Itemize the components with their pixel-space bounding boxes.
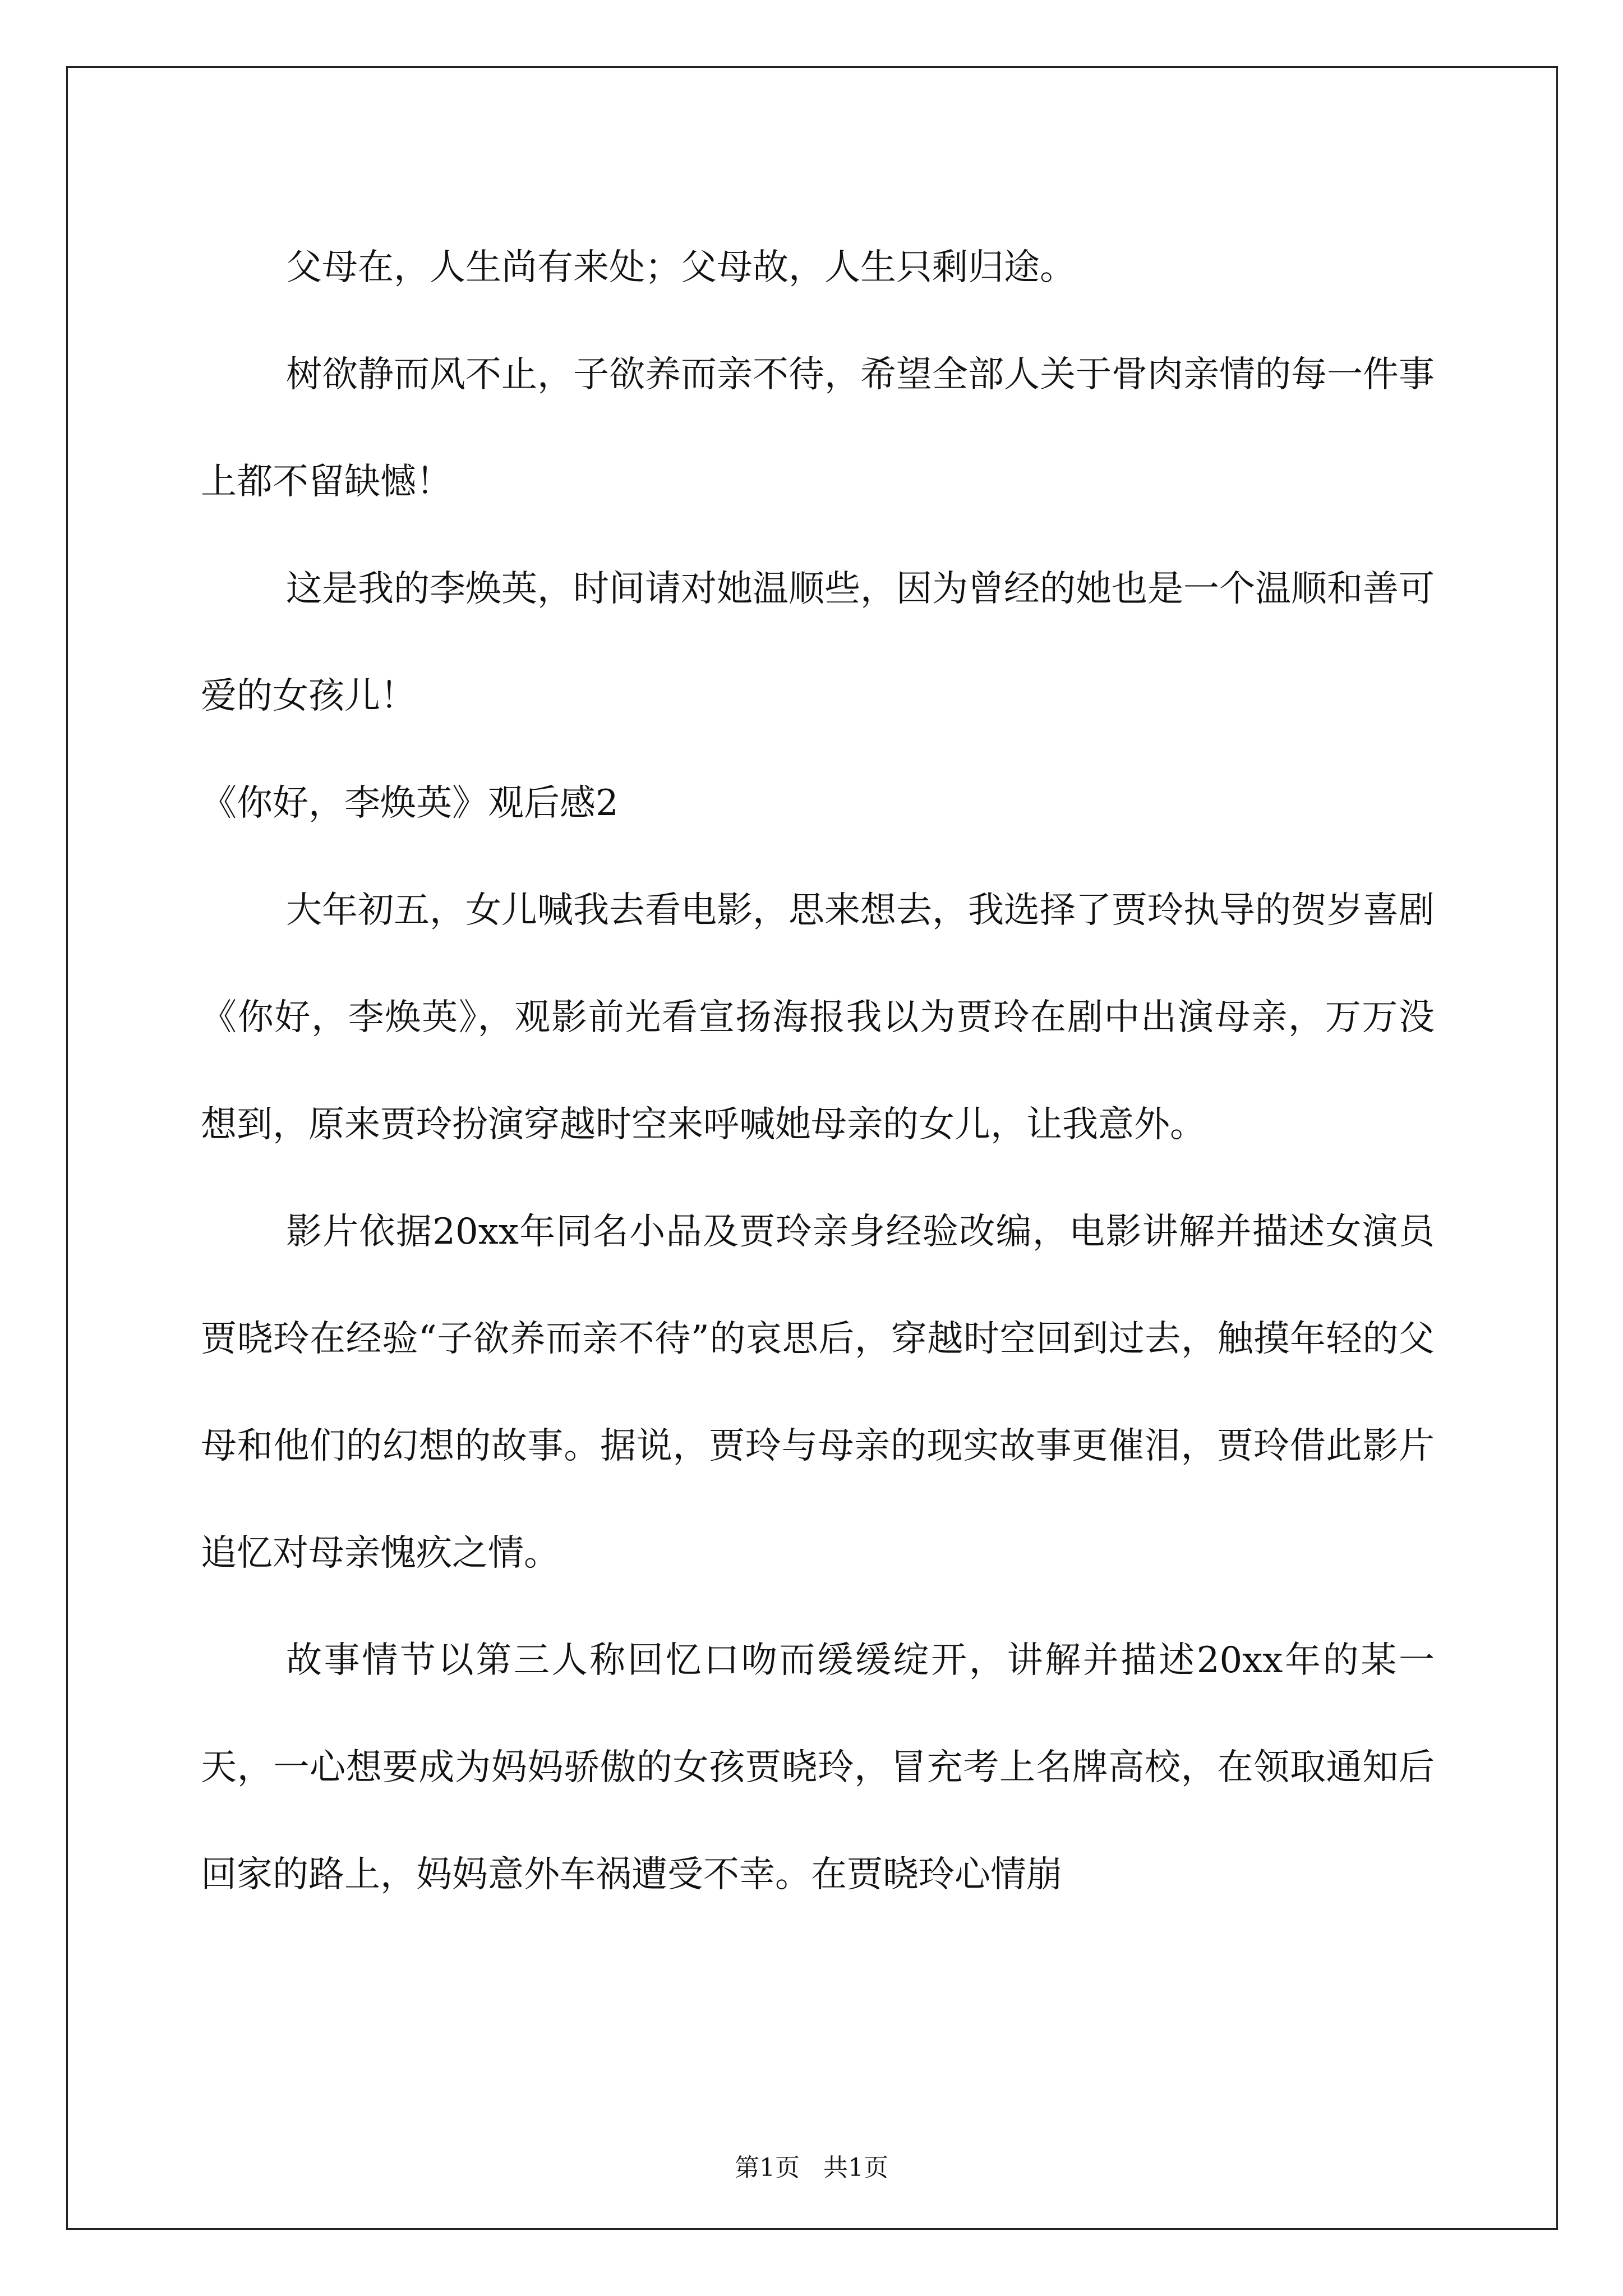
paragraph-3: 这是我的李焕英，时间请对她温顺些，因为曾经的她也是一个温顺和善可爱的女孩儿！ [201,568,1435,717]
paragraph-1: 父母在，人生尚有来处；父母故，人生只剩归途。 [286,247,1076,288]
document-body [201,214,1435,1929]
page-footer: 第1页 共1页 [735,2154,888,2182]
paragraph-4: 大年初五，女儿喊我去看电影，思来想去，我选择了贾玲执导的贺岁喜剧《你好，李焕英》，观影前光看宣扬海报我以为贾玲在剧中出演母亲，万万没想到，原来贾玲扮演穿越时空来呼喊她母亲的女儿，让我意外。 [201,890,1435,1145]
paragraph-2: 树欲静而风不止，子欲养而亲不待，希望全部人关于骨肉亲情的每一件事上都不留缺憾！ [201,354,1435,503]
paragraph-5: 影片依据20xx年同名小品及贾玲亲身经验改编，电影讲解并描述女演员贾晓玲在经验“子欲养而亲不待”的哀思后，穿越时空回到过去，触摸年轻的父母和他们的幻想的故事。据说，贾玲与母亲的现实故事更催泪，贾玲借此影片追忆对母亲愧疚之情。 [201,1211,1435,1574]
paragraph-6: 故事情节以第三人称回忆口吻而缓缓绽开，讲解并描述20xx年的某一天，一心想要成为妈妈骄傲的女孩贾晓玲，冒充考上名牌高校，在领取通知后回家的路上，妈妈意外车祸遭受不幸。在贾晓玲心情崩 [201,1640,1435,1895]
section-heading: 《你好，李焕英》观后感2 [201,783,619,824]
